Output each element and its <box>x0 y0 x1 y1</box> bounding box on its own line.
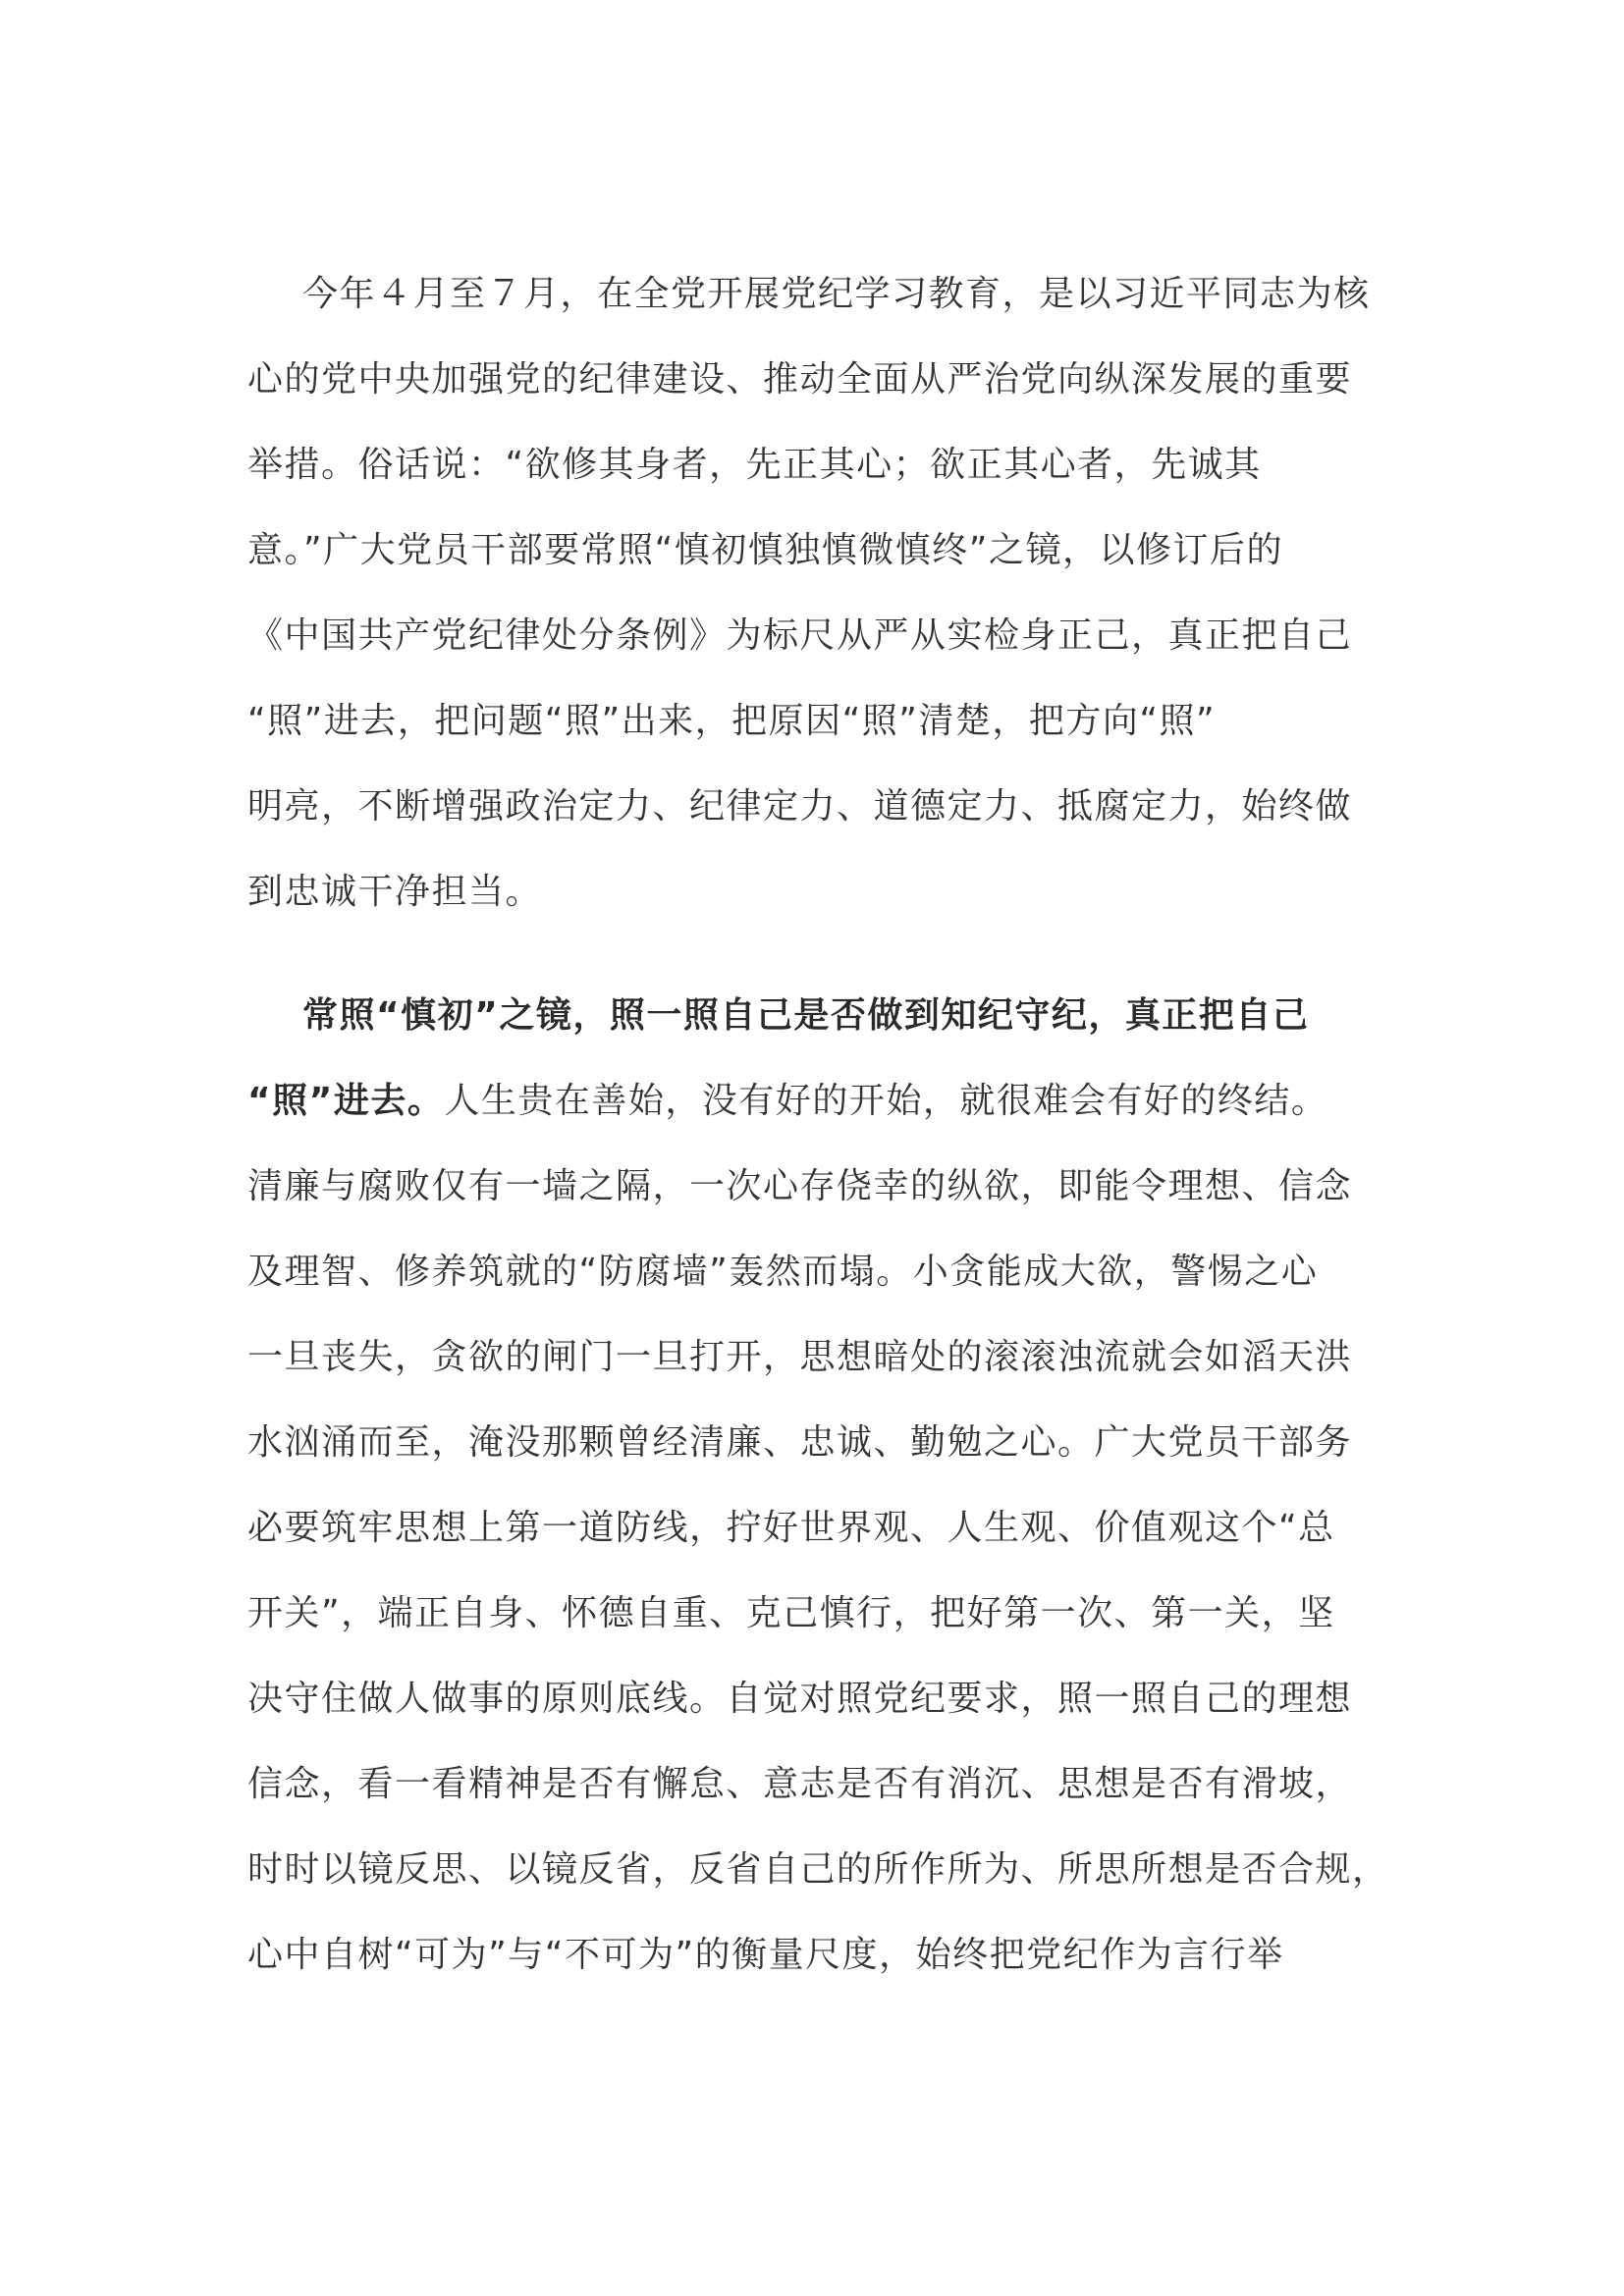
text-line: 决守住做人做事的原则底线。自觉对照党纪要求，照一照自己的理想 <box>247 1679 1353 1719</box>
section-heading-end: “照”进去。 <box>247 1081 445 1121</box>
text-line: 开关”，端正自身、怀德自重、克己慎行，把好第一次、第一关，坚 <box>247 1593 1335 1633</box>
text-line: 到忠诚干净担当。 <box>247 872 543 912</box>
text-line: 意。”广大党员干部要常照“慎初慎独慎微慎终”之镜，以修订后的 <box>247 530 1283 570</box>
text-line: 今年４月至７月，在全党开展党纪学习教育，是以习近平同志为核 <box>302 274 1371 314</box>
text-line: 时时以镜反思、以镜反省，反省自己的所作所为、所思所想是否合规， <box>247 1849 1389 1890</box>
text-line: 信念，看一看精神是否有懈怠、意志是否有消沉、思想是否有滑坡， <box>247 1764 1353 1804</box>
text-span: 人生贵在善始，没有好的开始，就很难会有好的终结。 <box>444 1081 1328 1121</box>
section-heading: 常照“慎初”之镜，照一照自己是否做到知纪守纪，真正把自己 <box>302 995 1310 1036</box>
text-line: 及理智、修养筑就的“防腐墙”轰然而塌。小贪能成大欲，警惕之心 <box>247 1252 1319 1292</box>
text-line: 必要筑牢思想上第一道防线，拧好世界观、人生观、价值观这个“总 <box>247 1508 1335 1548</box>
text-line: 明亮，不断增强政治定力、纪律定力、道德定力、抵腐定力，始终做 <box>247 786 1353 827</box>
text-line: 《中国共产党纪律处分条例》为标尺从严从实检身正己，真正把自己 <box>247 615 1353 656</box>
text-line: 举措。俗话说：“欲修其身者，先正其心；欲正其心者，先诚其 <box>247 445 1262 485</box>
text-line: 心的党中央加强党的纪律建设、推动全面从严治党向纵深发展的重要 <box>247 359 1353 400</box>
text-line: 心中自树“可为”与“不可为”的衡量尺度，始终把党纪作为言行举 <box>247 1935 1284 1975</box>
text-line <box>247 1072 1327 1131</box>
text-line: 清廉与腐败仅有一墙之隔，一次心存侥幸的纵欲，即能令理想、信念 <box>247 1166 1353 1206</box>
text-line: “照”进去，把问题“照”出来，把原因“照”清楚，把方向“照” <box>247 701 1217 741</box>
text-line: 一旦丧失，贪欲的闸门一旦打开，思想暗处的滚滚浊流就会如滔天洪 <box>247 1337 1353 1377</box>
text-line: 水汹涌而至，淹没那颗曾经清廉、忠诚、勤勉之心。广大党员干部务 <box>247 1422 1353 1463</box>
